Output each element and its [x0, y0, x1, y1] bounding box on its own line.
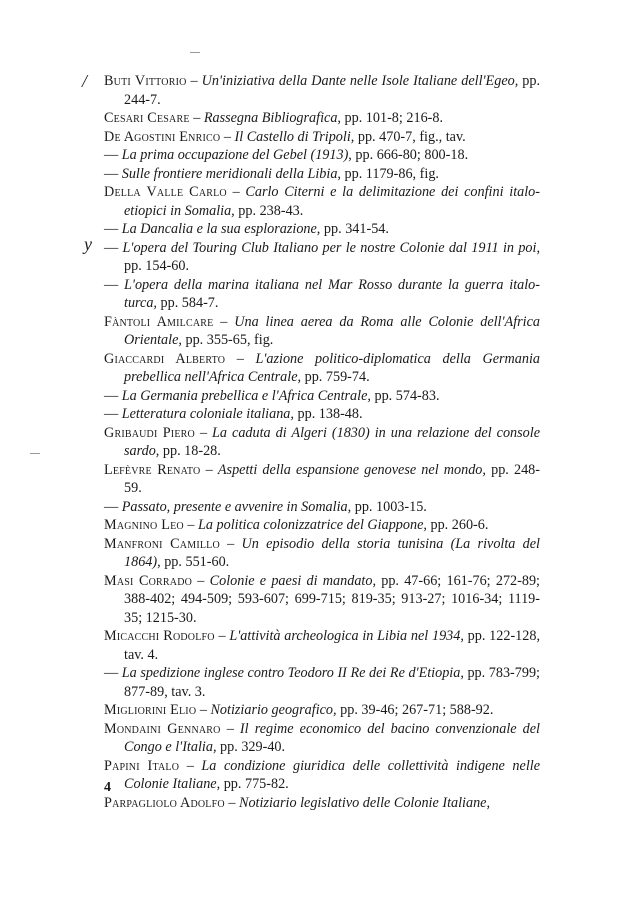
entry-author: Papini Italo [104, 757, 180, 774]
bibliography-entry [104, 498, 540, 517]
entry-separator: — [104, 498, 122, 515]
entry-title: La Dancalia e la sua esplorazione, [121, 221, 321, 237]
page-number: 4 [104, 780, 111, 795]
entry-title: Letteratura coloniale italiana, [121, 406, 294, 422]
bibliography-entry [104, 627, 540, 664]
entry-separator: – [189, 110, 204, 126]
bibliography-entry [104, 128, 540, 147]
bibliography-entry [104, 516, 540, 535]
entry-pages: pp. 329-40. [216, 739, 286, 755]
bibliography-entry [104, 146, 540, 165]
scan-mark [30, 453, 40, 454]
entry-pages: pp. 238-43. [234, 202, 304, 219]
entry-pages: pp. 584-7. [156, 295, 219, 311]
entry-separator: — [104, 239, 123, 256]
entry-separator: — [104, 406, 122, 422]
entry-pages: pp. 1003-15. [351, 498, 427, 515]
entry-author: Buti Vittorio [104, 73, 187, 89]
entry-title: L'opera del Touring Club Italiano per le nostre Colonie dal 1911 in poi, [122, 239, 541, 256]
entry-title: La caduta di Algeri (1830) in una relazione del console sardo, [124, 424, 540, 459]
entry-author: Lefèvre Renato [104, 461, 201, 478]
entry-author: Parpagliolo Adolfo [104, 794, 225, 811]
entry-author: Magnino Leo [104, 517, 184, 533]
entry-pages: pp. 154-60. [124, 258, 190, 274]
entry-pages: pp. 18-28. [159, 443, 221, 459]
entry-author: Cesari Cesare [104, 110, 190, 126]
entry-pages: pp. 574-83. [370, 387, 440, 404]
margin-mark-y: y [84, 234, 92, 254]
entry-separator: – [220, 720, 240, 737]
entry-separator: – [220, 128, 235, 145]
bibliography-entry [104, 220, 540, 239]
entry-author: Micacchi Rodolfo [104, 628, 215, 644]
bibliography-list [104, 72, 540, 812]
entry-pages: pp. 39-46; 267-71; 588-92. [336, 702, 494, 718]
entry-author: Giaccardi Alberto [104, 350, 226, 367]
entry-separator: – [213, 313, 235, 330]
entry-pages: pp. 551-60. [160, 554, 230, 570]
entry-title: L'azione politico-diplomatica della Germania prebellica nell'Africa Centrale, [124, 350, 540, 385]
entry-author: Fàntoli Amilcare [104, 313, 214, 330]
entry-separator: — [104, 221, 122, 237]
entry-pages: pp. 775-82. [220, 776, 289, 792]
entry-pages: pp. 1179-86, fig. [340, 165, 439, 182]
entry-pages: pp. 122-128, tav. 4. [124, 628, 541, 663]
entry-title: Passato, presente e avvenire in Somalia, [121, 498, 352, 515]
entry-separator: – [214, 628, 230, 644]
bibliography-entry [104, 701, 540, 720]
bibliography-entry [104, 424, 540, 461]
entry-title: Notiziario geografico, [210, 702, 337, 718]
entry-separator: – [226, 184, 246, 200]
entry-title: Un episodio della storia tunisina (La rivolta del 1864), [124, 535, 540, 570]
bibliography-entry [104, 239, 540, 276]
entry-author: De Agostini Enrico [104, 128, 221, 145]
entry-author: Migliorini Elio [104, 702, 197, 718]
entry-pages: pp. 759-74. [301, 369, 370, 385]
entry-pages: pp. 248-59. [124, 461, 540, 496]
bibliography-entry [104, 183, 540, 220]
entry-title: Sulle frontiere meridionali della Libia, [121, 165, 341, 182]
bibliography-entry [104, 405, 540, 424]
bibliography-entry [104, 276, 540, 313]
entry-author: Masi Corrado [104, 572, 193, 589]
entry-pages: pp. 47-66; 161-76; 272-89; 388-402; 494-509; 593-607; 699-715; 819-35; 913-27; 1016-34; 1119-35; 1215-30. [124, 572, 540, 626]
bibliography-entry [104, 72, 540, 109]
entry-pages: pp. 470-7, fig., tav. [354, 128, 466, 145]
bibliography-entry [104, 572, 540, 628]
entry-separator: – [183, 517, 198, 533]
entry-title: Rassegna Bibliografica, [203, 110, 341, 126]
entry-title: Una linea aerea da Roma alle Colonie dell'Africa Orientale, [124, 313, 540, 348]
bibliography-entry [104, 535, 540, 572]
entry-pages: pp. 244-7. [124, 73, 541, 108]
entry-title: La spedizione inglese contro Teodoro II Re dei Re d'Etiopia, [121, 665, 464, 681]
entry-separator: – [192, 572, 210, 589]
entry-pages: pp. 666-80; 800-18. [351, 147, 469, 163]
entry-separator: – [219, 535, 242, 552]
entry-separator: – [194, 424, 213, 441]
entry-title: Carlo Citerni e la delimitazione dei confini italo-etiopici in Somalia, [124, 184, 540, 219]
bibliography-entry [104, 664, 540, 701]
entry-title: Colonie e paesi di mandato, [209, 572, 376, 589]
entry-pages: pp. 101-8; 216-8. [340, 110, 444, 126]
entry-separator: – [200, 461, 218, 478]
entry-pages: pp. 138-48. [293, 406, 363, 422]
bibliography-entry [104, 794, 540, 813]
entry-separator: – [224, 794, 239, 811]
entry-title: La Germania prebellica e l'Africa Centrale, [121, 387, 371, 404]
entry-separator: — [104, 665, 122, 681]
entry-title: La politica colonizzatrice del Giappone, [197, 517, 427, 533]
entry-pages: pp. 260-6. [426, 517, 489, 533]
entry-title: L'opera della marina italiana nel Mar Rosso durante la guerra italo-turca, [124, 276, 540, 311]
entry-separator: — [104, 387, 122, 404]
margin-mark-slash: / [82, 71, 88, 91]
entry-title: Un'iniziativa della Dante nelle Isole Italiane dell'Egeo, [201, 73, 519, 89]
entry-author: Mondaini Gennaro [104, 720, 221, 737]
scan-mark [190, 52, 200, 53]
entry-pages: pp. 341-54. [320, 221, 389, 237]
bibliography-entry [104, 387, 540, 406]
entry-separator: — [104, 147, 122, 163]
entry-title: La prima occupazione del Gebel (1913), [121, 147, 352, 163]
bibliography-entry [104, 109, 540, 128]
bibliography-entry [104, 313, 540, 350]
entry-separator: – [225, 350, 256, 367]
entry-title: Notiziario legislativo delle Colonie Italiane, [239, 794, 491, 811]
entry-title: La condizione giuridica delle collettività indigene nelle Colonie Italiane, [124, 757, 541, 792]
entry-title: Aspetti della espansione genovese nel mondo, [217, 461, 486, 478]
entry-separator: – [179, 757, 202, 774]
bibliography-entry [104, 165, 540, 184]
entry-pages: pp. 355-65, fig. [181, 332, 274, 348]
entry-separator: – [186, 73, 202, 89]
entry-title: Il regime economico del bacino convenzionale del Congo e l'Italia, [124, 720, 540, 755]
entry-title: L'attività archeologica in Libia nel 1934, [229, 628, 464, 644]
bibliography-entry [104, 720, 540, 757]
entry-author: Della Valle Carlo [104, 184, 227, 200]
entry-separator: — [104, 276, 125, 293]
entry-separator: – [196, 702, 211, 718]
bibliography-entry [104, 461, 540, 498]
bibliography-entry [104, 350, 540, 387]
bibliography-entry [104, 757, 540, 794]
entry-author: Gribaudi Piero [104, 424, 195, 441]
entry-separator: — [104, 165, 122, 182]
entry-author: Manfroni Camillo [104, 535, 220, 552]
entry-pages: pp. 783-799; 877-89, tav. 3. [124, 665, 540, 700]
entry-title: Il Castello di Tripoli, [234, 128, 355, 145]
